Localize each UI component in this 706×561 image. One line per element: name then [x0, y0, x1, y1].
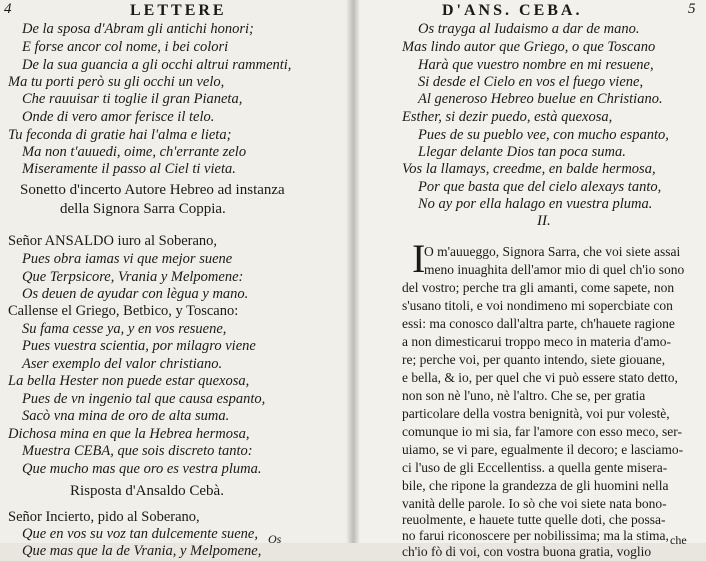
sonnet-heading-line2: della Signora Sarra Coppia.: [60, 201, 226, 217]
sonnet-line: La bella Hester non puede estar quexosa,: [8, 373, 250, 389]
sonnet-line: Que Terpsicore, Vrania y Melpomene:: [22, 269, 244, 285]
verse-line: E forse ancor col nome, i bei colori: [22, 39, 229, 55]
drop-cap: I: [412, 236, 426, 281]
verse-line: Mas lindo autor que Griego, o que Toscano: [402, 39, 656, 55]
verse-line: Esther, si dezir puedo, està quexosa,: [402, 109, 613, 125]
risposta-line: Que mas que la de Vrania, y Melpomene,: [22, 543, 262, 559]
prose-line: O m'auueggo, Signora Sarra, che voi siete assai: [424, 244, 681, 259]
sonnet-line: Callense el Griego, Betbico, y Toscano:: [8, 303, 239, 319]
prose-line: re; perche voi, per quanto intendo, siete giouane,: [402, 352, 666, 367]
prose-line: vanità delle parole. Io sò che voi siete nata bono-: [402, 496, 667, 511]
verse-line: De la sua guancia a gli occhi altrui rammenti,: [22, 57, 292, 73]
sonnet-line: Señor ANSALDO iuro al Soberano,: [8, 233, 218, 249]
verse-line: Pues de su pueblo vee, con mucho espanto,: [418, 127, 669, 143]
prose-line: meno inuaghita dell'amor mio di quel ch'io sono: [424, 262, 685, 277]
verse-line: Al generoso Hebreo buelue en Christiano.: [418, 91, 663, 107]
verse-line: Che rauuisar ti toglie il gran Pianeta,: [22, 91, 243, 107]
left-page-number: 4: [4, 1, 12, 17]
prose-line: non son nè l'uno, nè l'altro. Che se, per gratia: [402, 388, 646, 403]
sonnet-heading: Sonetto d'incerto Autore Hebreo ad instanza: [20, 182, 285, 198]
sonnet-line: Pues obra iamas vi que mejor suene: [22, 251, 233, 267]
verse-line: Onde di vero amor ferisce il telo.: [22, 109, 215, 125]
prose-line: particolare della vostra benignità, voi pur volestè,: [402, 406, 670, 421]
prose-line: no farui riconoscere per nobilissima; ma la stima,: [402, 528, 669, 543]
sonnet-line: Muestra CEBA, que sois discreto tanto:: [22, 443, 253, 459]
prose-line: del vostro; perche tra gli amanti, come sapete, non: [402, 280, 675, 295]
right-catchword: che: [670, 533, 687, 547]
verse-line: De la sposa d'Abram gli antichi honori;: [22, 21, 254, 37]
risposta-line: Que en vos su voz tan dulcemente suene,: [22, 526, 258, 542]
prose-line: bile, che ripone la grandezza de gli huomini nella: [402, 478, 669, 493]
verse-line: Ma tu porti però su gli occhi un velo,: [8, 74, 225, 90]
book-gutter: [346, 0, 360, 543]
sonnet-line: Aser exemplo del valor christiano.: [22, 356, 223, 372]
left-page: [0, 0, 352, 559]
sonnet-line: Pues de vn ingenio tal que causa espanto,: [22, 391, 266, 407]
verse-line: Tu feconda di gratie hai l'alma e lieta;: [8, 127, 232, 143]
sonnet-line: Sacò vna mina de oro de alta suma.: [22, 408, 230, 424]
prose-line: reuolmente, e hauete tutte quelle doti, che possa-: [402, 512, 666, 527]
prose-line: e bella, & io, per quel che vi può essere stato detto,: [402, 370, 678, 385]
prose-line: ci l'uso de gli Eccellentiss. a quella gente misera-: [402, 460, 668, 475]
prose-line: ch'io fò di voi, con vostra buona gratia, voglio: [402, 544, 652, 559]
prose-line: comunque io mi sia, far l'amore con esso meco, ser-: [402, 424, 682, 439]
sonnet-line: Os deuen de ayudar con lègua y mano.: [22, 286, 249, 302]
verse-line: Harà que vuestro nombre en mi resuene,: [418, 57, 654, 73]
verse-line: Por que basta que del cielo alexays tanto,: [418, 179, 662, 195]
prose-line: s'usano titoli, e voi nondimeno mi sopercbiate con: [402, 298, 673, 313]
sonnet-line: Dichosa mina en que la Hebrea hermosa,: [8, 426, 250, 442]
left-running-head: LETTERE: [130, 2, 227, 19]
prose-line: uiamo, se vi pare, egualmente il decoro; e lasciamo-: [402, 442, 684, 457]
left-catchword: Os: [268, 532, 282, 546]
prose-line: a non dimesticarui troppo meco in materia d'amo-: [402, 334, 671, 349]
sonnet-line: Su fama cesse ya, y en vos resuene,: [22, 321, 227, 337]
verse-line: Ma non t'auuedi, oime, ch'errante zelo: [22, 144, 247, 160]
section-numeral: II.: [537, 213, 551, 229]
prose-line: essi: ma conosco dall'altra parte, ch'hauete ragione: [402, 316, 675, 331]
right-page-number: 5: [688, 1, 696, 17]
verse-line: Si desde el Cielo en vos el fuego viene,: [418, 74, 644, 90]
verse-line: No ay por ella halago en vuestra pluma.: [418, 196, 653, 212]
verse-line: Llegar delante Dios tan poca suma.: [418, 144, 626, 160]
verse-line: Miseramente il passo al Ciel ti vieta.: [22, 161, 236, 177]
right-page: [352, 0, 706, 559]
risposta-line: Señor Incierto, pido al Soberano,: [8, 509, 200, 525]
risposta-heading: Risposta d'Ansaldo Cebà.: [70, 483, 224, 499]
verse-line: Vos la llamays, creedme, en balde hermosa,: [402, 161, 656, 177]
sonnet-line: Que mucho mas que oro es vestra pluma.: [22, 461, 262, 477]
right-running-head: D'ANS. CEBA.: [442, 2, 583, 19]
verse-line: Os trayga al Iudaismo a dar de mano.: [418, 21, 640, 37]
sonnet-line: Pues vuestra scientia, por milagro viene: [22, 338, 256, 354]
